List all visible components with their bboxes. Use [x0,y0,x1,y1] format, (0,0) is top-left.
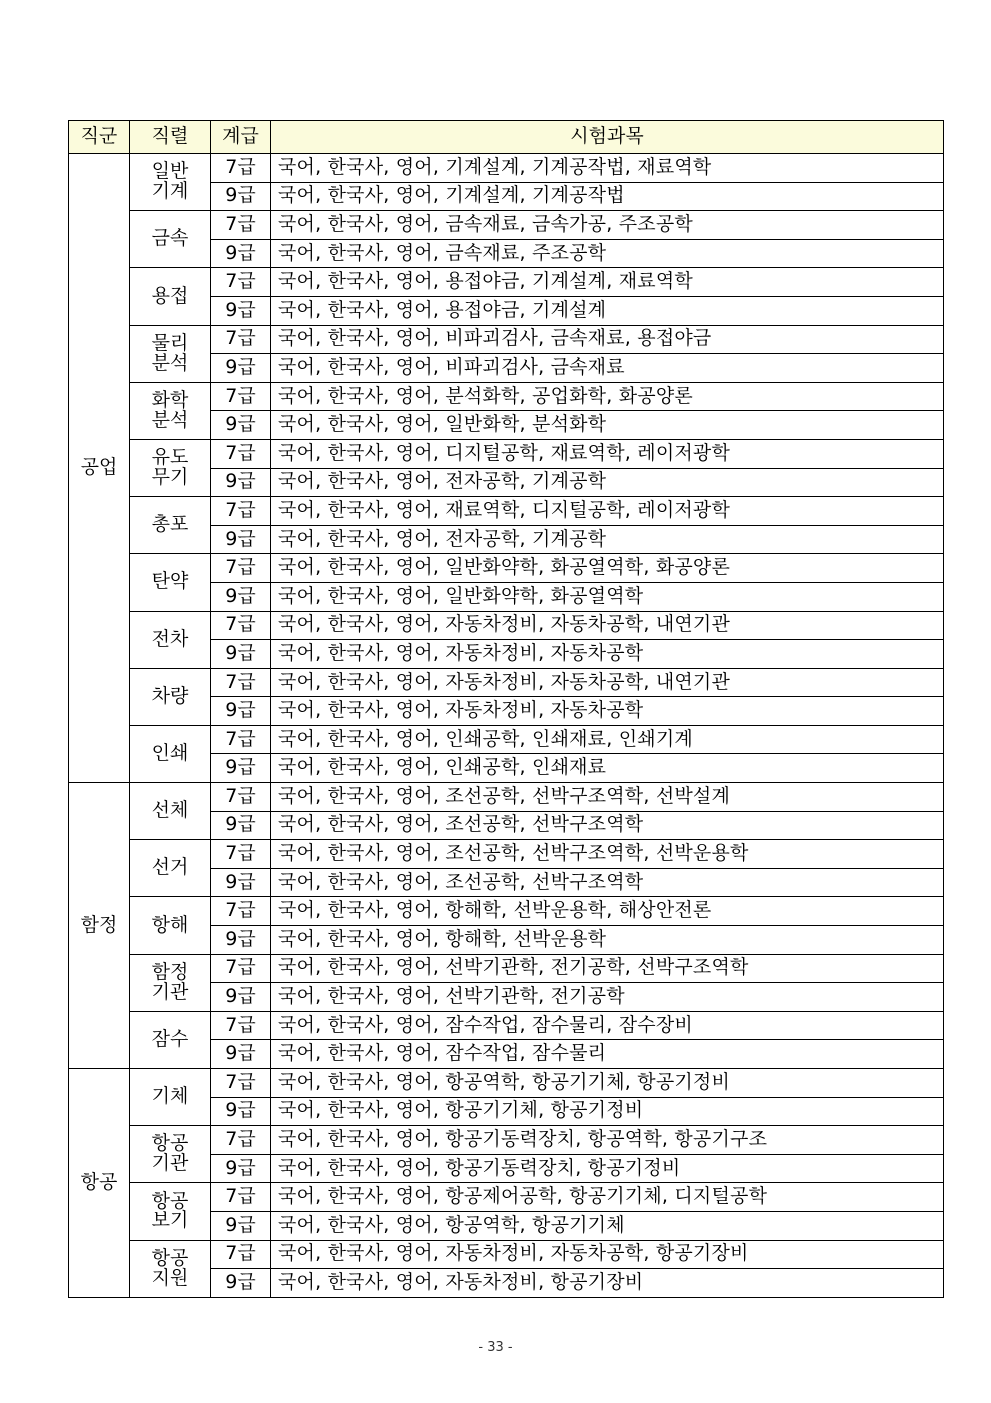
table-row [69,154,944,183]
subjects-cell: 국어, 한국사, 영어, 잠수작업, 잠수물리, 잠수장비 [271,1011,944,1040]
role-name-line: 항해 [151,913,189,936]
table-row [69,1011,944,1040]
grade-cell: 7급 [211,382,271,411]
role-name-line: 기관 [151,1152,189,1175]
subjects-cell: 국어, 한국사, 영어, 자동차정비, 자동차공학, 내연기관 [271,611,944,640]
grade-cell: 9급 [211,1097,271,1126]
grade-cell: 9급 [211,1269,271,1298]
table-row [69,783,944,812]
subjects-cell: 국어, 한국사, 영어, 자동차정비, 자동차공학 [271,640,944,669]
grade-cell: 7급 [211,1126,271,1155]
role-cell [130,554,211,611]
role-name-line: 보기 [151,1209,189,1232]
subjects-cell: 국어, 한국사, 영어, 항공기동력장치, 항공기정비 [271,1154,944,1183]
subjects-cell: 국어, 한국사, 영어, 조선공학, 선박구조역학 [271,811,944,840]
subjects-cell: 국어, 한국사, 영어, 기계설계, 기계공작법, 재료역학 [271,154,944,183]
role-name-line: 잠수 [151,1027,189,1050]
subjects-cell: 국어, 한국사, 영어, 인쇄공학, 인쇄재료, 인쇄기계 [271,725,944,754]
grade-cell: 7급 [211,1183,271,1212]
role-name-line: 차량 [151,684,189,707]
role-cell [130,1240,211,1297]
table-row [69,840,944,869]
subjects-cell: 국어, 한국사, 영어, 용접야금, 기계설계, 재료역학 [271,268,944,297]
role-cell [130,325,211,382]
grade-cell: 9급 [211,525,271,554]
subjects-cell: 국어, 한국사, 영어, 선박기관학, 전기공학, 선박구조역학 [271,954,944,983]
grade-cell: 9급 [211,926,271,955]
table-row [69,611,944,640]
subjects-cell: 국어, 한국사, 영어, 조선공학, 선박구조역학 [271,868,944,897]
subjects-cell: 국어, 한국사, 영어, 항해학, 선박운용학 [271,926,944,955]
grade-cell: 7급 [211,725,271,754]
role-name-line: 탄약 [151,570,189,593]
subjects-cell: 국어, 한국사, 영어, 일반화약학, 화공열역학, 화공양론 [271,554,944,583]
header-role: 직렬 [130,121,211,154]
subjects-cell: 국어, 한국사, 영어, 용접야금, 기계설계 [271,296,944,325]
role-name-line: 항공 [151,1132,189,1155]
role-cell [130,783,211,840]
header-group: 직군 [69,121,130,154]
table-row [69,1126,944,1155]
grade-cell: 7급 [211,154,271,183]
grade-cell: 9급 [211,640,271,669]
table-row [69,954,944,983]
table-row [69,211,944,240]
subjects-cell: 국어, 한국사, 영어, 금속재료, 금속가공, 주조공학 [271,211,944,240]
grade-cell: 9급 [211,411,271,440]
grade-cell: 7급 [211,268,271,297]
role-name-line: 지원 [151,1266,189,1289]
table-row [69,897,944,926]
role-name-line: 물리 [151,331,189,354]
subjects-cell: 국어, 한국사, 영어, 비파괴검사, 금속재료, 용접야금 [271,325,944,354]
table-row [69,554,944,583]
group-cell: 함정 [69,783,130,1069]
grade-cell: 7급 [211,1069,271,1098]
role-name-line: 전차 [151,627,189,650]
group-cell: 공업 [69,154,130,783]
table-row [69,1069,944,1098]
role-name-line: 항공 [151,1189,189,1212]
role-cell [130,897,211,954]
grade-cell: 9급 [211,1211,271,1240]
table-row [69,725,944,754]
grade-cell: 9급 [211,582,271,611]
role-cell [130,840,211,897]
grade-cell: 9급 [211,468,271,497]
role-cell [130,1126,211,1183]
subjects-cell: 국어, 한국사, 영어, 전자공학, 기계공학 [271,525,944,554]
subjects-cell: 국어, 한국사, 영어, 항공기동력장치, 항공역학, 항공기구조 [271,1126,944,1155]
grade-cell: 9급 [211,868,271,897]
grade-cell: 7급 [211,554,271,583]
subjects-cell: 국어, 한국사, 영어, 분석화학, 공업화학, 화공양론 [271,382,944,411]
grade-cell: 7급 [211,840,271,869]
grade-cell: 7급 [211,211,271,240]
role-name-line: 일반 [151,160,189,183]
grade-cell: 9급 [211,1154,271,1183]
subjects-cell: 국어, 한국사, 영어, 항해학, 선박운용학, 해상안전론 [271,897,944,926]
table-row [69,382,944,411]
table-row [69,668,944,697]
role-cell [130,668,211,725]
role-name-line: 총포 [151,513,189,536]
grade-cell: 9급 [211,1040,271,1069]
role-name-line: 분석 [151,351,189,374]
role-name-line: 기체 [151,1085,189,1108]
grade-cell: 7급 [211,439,271,468]
subjects-cell: 국어, 한국사, 영어, 자동차정비, 자동차공학, 항공기장비 [271,1240,944,1269]
subjects-cell: 국어, 한국사, 영어, 조선공학, 선박구조역학, 선박설계 [271,783,944,812]
table-body [69,154,944,1298]
table-row [69,439,944,468]
subjects-cell: 국어, 한국사, 영어, 자동차정비, 항공기장비 [271,1269,944,1298]
table-row [69,1183,944,1212]
grade-cell: 7급 [211,668,271,697]
page-number: - 33 - [478,1340,513,1355]
role-cell [130,382,211,439]
role-name-line: 화학 [151,388,189,411]
subjects-cell: 국어, 한국사, 영어, 항공역학, 항공기기체 [271,1211,944,1240]
role-name-line: 기관 [151,980,189,1003]
grade-cell: 7급 [211,1240,271,1269]
grade-cell: 9급 [211,239,271,268]
role-cell [130,1183,211,1240]
role-name-line: 인쇄 [151,742,189,764]
subjects-cell: 국어, 한국사, 영어, 비파괴검사, 금속재료 [271,354,944,383]
role-cell [130,154,211,211]
grade-cell: 9급 [211,811,271,840]
subjects-cell: 국어, 한국사, 영어, 항공기기체, 항공기정비 [271,1097,944,1126]
grade-cell: 7급 [211,611,271,640]
subjects-cell: 국어, 한국사, 영어, 자동차정비, 자동차공학 [271,697,944,726]
role-cell [130,268,211,325]
table-row [69,268,944,297]
subjects-cell: 국어, 한국사, 영어, 일반화학, 분석화학 [271,411,944,440]
grade-cell: 9급 [211,697,271,726]
subjects-cell: 국어, 한국사, 영어, 선박기관학, 전기공학 [271,983,944,1012]
grade-cell: 9급 [211,983,271,1012]
subjects-cell: 국어, 한국사, 영어, 디지털공학, 재료역학, 레이저광학 [271,439,944,468]
role-cell [130,1011,211,1068]
subjects-cell: 국어, 한국사, 영어, 일반화약학, 화공열역학 [271,582,944,611]
subjects-cell: 국어, 한국사, 영어, 자동차정비, 자동차공학, 내연기관 [271,668,944,697]
role-cell [130,954,211,1011]
role-name-line: 함정 [151,960,189,983]
role-cell [130,439,211,496]
role-name-line: 선체 [151,799,189,822]
subjects-cell: 국어, 한국사, 영어, 조선공학, 선박구조역학, 선박운용학 [271,840,944,869]
grade-cell: 9급 [211,296,271,325]
role-name-line: 기계 [151,180,189,203]
role-cell [130,1069,211,1126]
role-cell [130,725,211,782]
subjects-cell: 국어, 한국사, 영어, 기계설계, 기계공작법 [271,182,944,211]
role-name-line: 무기 [151,466,189,489]
grade-cell: 7급 [211,897,271,926]
role-cell [130,611,211,668]
exam-subjects-table [68,120,944,1298]
subjects-cell: 국어, 한국사, 영어, 재료역학, 디지털공학, 레이저광학 [271,497,944,526]
subjects-cell: 국어, 한국사, 영어, 전자공학, 기계공학 [271,468,944,497]
grade-cell: 9급 [211,754,271,783]
subjects-cell: 국어, 한국사, 영어, 항공제어공학, 항공기기체, 디지털공학 [271,1183,944,1212]
role-cell [130,211,211,268]
subjects-cell: 국어, 한국사, 영어, 항공역학, 항공기기체, 항공기정비 [271,1069,944,1098]
role-cell [130,497,211,554]
role-name-line: 분석 [151,408,189,431]
grade-cell: 7급 [211,783,271,812]
header-subjects: 시험과목 [271,121,944,154]
grade-cell: 9급 [211,354,271,383]
role-name-line: 항공 [151,1246,189,1269]
role-name-line: 금속 [151,227,189,250]
subjects-cell: 국어, 한국사, 영어, 인쇄공학, 인쇄재료 [271,754,944,783]
role-name-line: 유도 [151,446,189,469]
header-grade: 계급 [211,121,271,154]
role-name-line: 선거 [151,856,189,879]
grade-cell: 9급 [211,182,271,211]
grade-cell: 7급 [211,497,271,526]
table-row [69,1240,944,1269]
table-row [69,497,944,526]
table-header-row [69,121,944,154]
exam-subjects-table-wrapper [68,120,943,1298]
role-name-line: 용접 [151,284,189,307]
table-row [69,325,944,354]
grade-cell: 7급 [211,1011,271,1040]
grade-cell: 7급 [211,325,271,354]
grade-cell: 7급 [211,954,271,983]
group-cell: 항공 [69,1069,130,1298]
subjects-cell: 국어, 한국사, 영어, 잠수작업, 잠수물리 [271,1040,944,1069]
subjects-cell: 국어, 한국사, 영어, 금속재료, 주조공학 [271,239,944,268]
